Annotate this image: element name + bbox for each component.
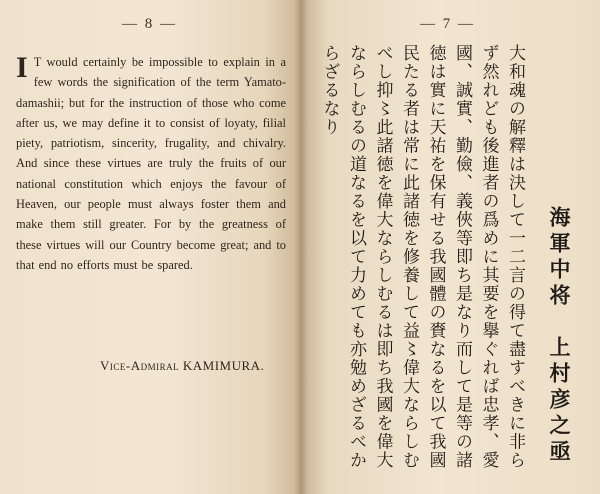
signature [100, 358, 290, 374]
signature-name: KAMIMURA. [182, 358, 265, 373]
author-title: 海軍中将 上村彦之亟 [547, 206, 572, 466]
page-number-right: — 7 — [420, 16, 475, 32]
japanese-text: 大和魂の解釋は決して一二言の得て盡すべきに非らず然れども後進者の爲めに其要を擧ぐれば忠孝、愛國、誠實、勤儉、義俠等即ち是なり而して是等の諸徳は實に天祐を保有せる我國體の賚なるを以て我國民たる者は常に此諸徳を修養して益〻偉大ならしむべし抑〻此諸徳を偉大ならしむるは即ち我國を偉大ならしむるの道なるを以て力めても亦勉めざるべからざるなり [319, 44, 525, 470]
drop-cap: I [16, 51, 28, 84]
english-text: T would certainly be impossible to explain in a few words the signification of the term Yamato-damashii; but for the instruction of those who come after us, we may define it to consist of loyaty, filial piety, patriotism, sincerity, frugality, and chivalry. And since these virtues are truly the fruits of our national constitution which enjoys the favour of Heaven, our people must always foster them and make them still greater. For by the greatness of these virtues will our Country become great; and to that end no efforts must be spared. [16, 55, 286, 272]
english-paragraph [16, 52, 286, 275]
page-number-left: — 8 — [122, 16, 177, 32]
right-page [300, 0, 600, 494]
signature-rank: Vice-Admiral [100, 358, 180, 373]
